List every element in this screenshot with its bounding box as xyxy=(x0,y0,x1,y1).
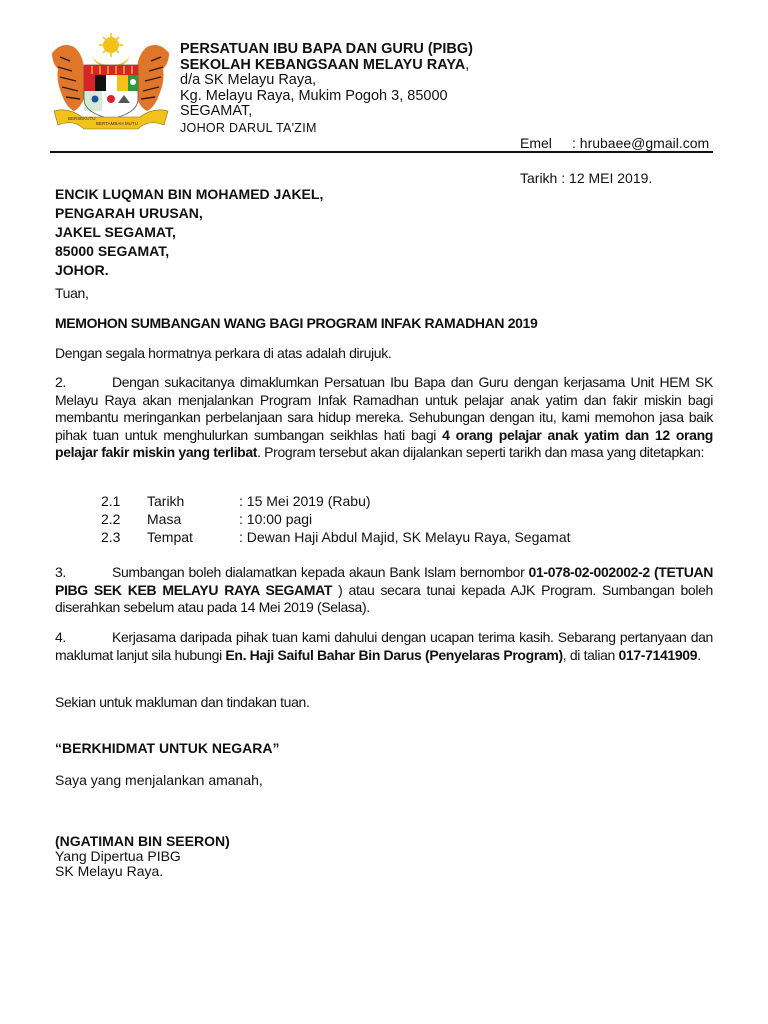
date-label: Tarikh xyxy=(520,170,558,186)
recipient-line: 85000 SEGAMAT, xyxy=(55,243,170,259)
recipient-address xyxy=(55,185,323,280)
malaysia-coat-of-arms-icon xyxy=(48,33,173,133)
address-line1: d/a SK Melayu Raya, xyxy=(180,72,317,88)
letterhead-email xyxy=(520,135,709,151)
detail-row-time: 2.2 Masa : 10:00 pagi xyxy=(101,511,313,527)
recipient-line: JAKEL SEGAMAT, xyxy=(55,224,176,240)
paragraph-4: 4. Kerjasama daripada pihak tuan kami dahului dengan ucapan terima kasih. Sebarang pertanyaan dan maklumat lanjut sila hubungi En. Haji Saiful Bahar Bin Darus (Penyelaras Program), di talian 017-7141909. xyxy=(55,629,713,663)
svg-text:BERSEKUTU: BERSEKUTU xyxy=(68,116,96,121)
salutation: Tuan, xyxy=(55,285,89,301)
letter-subject: MEMOHON SUMBANGAN WANG BAGI PROGRAM INFAK RAMADHAN 2019 xyxy=(55,315,538,331)
bank-account: 01-078-02-002002-2 (TETUAN PIBG SEK KEB MELAYU RAYA SEGAMAT xyxy=(55,564,713,598)
recipient-line: PENGARAH URUSAN, xyxy=(55,205,203,221)
beneficiary-count: 4 orang pelajar anak yatim dan 12 orang pelajar fakir miskin yang terlibat xyxy=(55,426,713,461)
contact-person: En. Haji Saiful Bahar Bin Darus (Penyelaras Program) xyxy=(225,646,563,663)
detail-row-venue: 2.3 Tempat : Dewan Haji Abdul Majid, SK Melayu Raya, Segamat xyxy=(101,529,571,545)
paragraph-3: 3. Sumbangan boleh dialamatkan kepada akaun Bank Islam bernombor 01-078-02-002002-2 (TETUAN PIBG SEK KEB MELAYU RAYA SEGAMAT ) atau secara tunai kepada AJK Program. Sumbangan boleh diserahkan sebelum atau pada 14 Mei 2019 (Selasa). xyxy=(55,564,713,616)
address-line2: Kg. Melayu Raya, Mukim Pogoh 3, 85000 xyxy=(180,87,448,104)
address-state: JOHOR DARUL TA'ZIM xyxy=(180,120,317,135)
motto: “BERKHIDMAT UNTUK NEGARA” xyxy=(55,740,280,756)
org-name-line2: SEKOLAH KEBANGSAAN MELAYU RAYA xyxy=(180,56,466,73)
sign-off: Saya yang menjalankan amanah, xyxy=(55,772,263,788)
email-value: : hrubaee@gmail.com xyxy=(572,135,710,151)
letterhead-divider xyxy=(50,151,713,153)
paragraph-2: 2. Dengan sukacitanya dimaklumkan Persatuan Ibu Bapa dan Guru dengan kerjasama Unit HEM SK Melayu Raya akan menjalankan Program Infak Ramadhan untuk pelajar anak yatim dan fakir miskin bagi membantu meringankan perbelanjaan sara hidup mereka. Sehubungan dengan itu, kami memohon jasa baik pihak tuan untuk menghulurkan sumbangan seikhlas hati bagi 4 orang pelajar anak yatim dan 12 orang pelajar fakir miskin yang terlibat. Program tersebut akan dijalankan seperti tarikh dan masa yang ditetapkan: xyxy=(55,374,713,461)
signature-block xyxy=(55,834,230,879)
org-name-line1: PERSATUAN IBU BAPA DAN GURU (PIBG) xyxy=(180,41,473,57)
program-details xyxy=(101,492,571,546)
letter-date xyxy=(520,170,652,186)
recipient-line: ENCIK LUQMAN BIN MOHAMED JAKEL, xyxy=(55,186,324,202)
signatory-name: (NGATIMAN BIN SEERON) xyxy=(55,833,230,849)
address-line3: SEGAMAT, xyxy=(180,103,253,119)
detail-row-date: 2.1 Tarikh : 15 Mei 2019 (Rabu) xyxy=(101,493,371,509)
svg-text:BERTAMBAH MUTU: BERTAMBAH MUTU xyxy=(96,121,138,126)
letterhead-address: PERSATUAN IBU BAPA DAN GURU (PIBG) SEKOLAH KEBANGSAAN MELAYU RAYA, d/a SK Melayu Raya, Kg. Melayu Raya, Mukim Pogoh 3, 85000 SEGAMAT, JOHOR DARUL TA'ZIM xyxy=(180,41,473,135)
contact-phone: 017-7141909 xyxy=(618,646,698,663)
closing-line: Sekian untuk makluman dan tindakan tuan. xyxy=(55,694,310,710)
recipient-line: JOHOR. xyxy=(55,262,109,278)
signatory-org: SK Melayu Raya. xyxy=(55,863,164,879)
signatory-title: Yang Dipertua PIBG xyxy=(55,848,181,864)
date-value: : 12 MEI 2019. xyxy=(561,170,653,186)
paragraph-1: Dengan segala hormatnya perkara di atas adalah dirujuk. xyxy=(55,345,392,361)
email-label: Emel xyxy=(520,135,552,151)
